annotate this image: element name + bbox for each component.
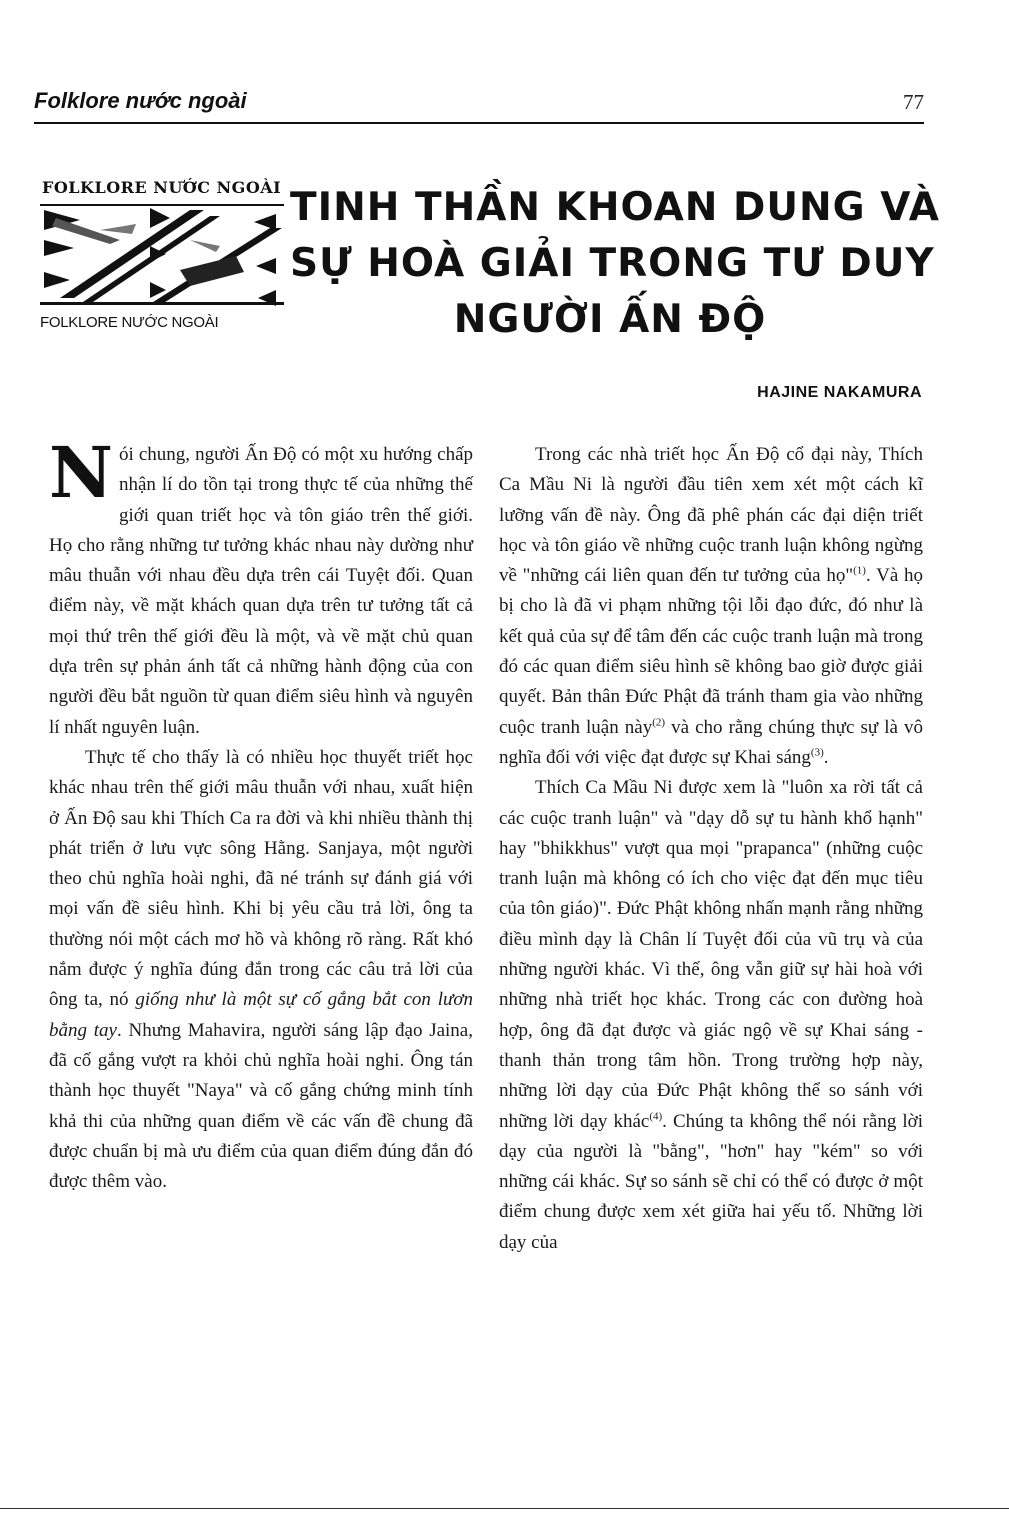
footer-rule <box>0 1508 1009 1509</box>
logo-bottom-text: FOLKLORE NƯỚC NGOÀI <box>40 314 219 331</box>
title-line-2: SỰ HOÀ GIẢI TRONG TƯ DUY <box>290 241 935 286</box>
section-name: Folklore nước ngoài <box>34 88 247 113</box>
footnote-ref-2: (2) <box>652 716 666 729</box>
left-paragraph-2 <box>49 743 473 1197</box>
left-paragraph-1-text: ói chung, người Ấn Độ có một xu hướng chấp nhận lí do tồn tại trong thực tế của những thế giới quan triết học và tôn giáo trên thế giới. Họ cho rằng những tư tưởng khác nhau này dường như mâu thuẫn với nhau đều dựa trên cái Tuyệt đối. Quan điểm này, về mặt khách quan dựa trên tư tưởng tất cả mọi thứ trên thế giới đều là một, và về mặt chủ quan dựa trên sự phản ánh tất cả những hành động của con người đều bắt nguồn từ quan điểm siêu hình và nguyên lí nhất nguyên luận. <box>49 444 473 738</box>
left-paragraph-2-italic: giống như là một sự cố gắng bắt con lươn bằng tay <box>49 989 473 1041</box>
left-paragraph-1 <box>49 431 473 743</box>
footnote-ref-1: (1) <box>853 564 866 577</box>
running-header <box>34 84 924 124</box>
right-paragraph-2-text-a: Thích Ca Mầu Ni được xem là "luôn xa rời tất cả các cuộc tranh luận" và "dạy dỗ sự tu hành khổ hạnh" hay "bhikkhus" vượt qua mọi "prapanca" (những cuộc tranh luận mà không có ích cho việc đạt đến mục tiêu của tôn giáo)". Đức Phật không nhấn mạnh rằng những điều mình dạy là Chân lí Tuyệt đối của vũ trụ và của những người khác. Vì thế, ông vẫn giữ sự hài hoà với những nhà triết học khác. Trong các con đường hoà hợp, ông đã đạt được và giác ngộ về sự Khai sáng - thanh thản trong tâm hồn. Trong trường hợp này, những lời dạy của Đức Phật không thể so sánh với những lời dạy khác <box>499 777 923 1132</box>
left-column <box>49 431 473 1197</box>
right-paragraph-1 <box>499 440 923 773</box>
title-line-3: NGƯỜI ẤN ĐỘ <box>453 297 767 342</box>
right-paragraph-1-text-c: và cho rằng chúng thực sự là vô nghĩa đối với việc đạt được sự Khai sáng <box>499 716 923 768</box>
title-line-1: TINH THẦN KHOAN DUNG VÀ <box>290 185 940 230</box>
right-paragraph-1-text-b: . Và họ bị cho là đã vi phạm những tội lỗi đạo đức, đó như là kết quả của sự để tâm đến các cuộc tranh luận mà trong đó các quan điểm siêu hình sẽ không bao giờ được giải quyết. Bản thân Đức Phật đã tránh tham gia vào những cuộc tranh luận này <box>499 565 924 738</box>
logo-top-text: FOLKLORE NƯỚC NGOÀI <box>42 178 282 197</box>
left-paragraph-2-text-a: Thực tế cho thấy là có nhiều học thuyết triết học khác nhau trên thế giới mâu thuẫn với nhau, xuất hiện ở Ấn Độ sau khi Thích Ca ra đời và khi nhiều thành thị phát triển ở lưu vực sông Hằng. Sanjaya, một người theo chủ nghĩa hoài nghi, đã né tránh sự đánh giá với mọi vấn đề siêu hình. Khi bị yêu cầu trả lời, ông ta thường nói một cách mơ hồ và không rõ ràng. Rất khó nắm được ý nghĩa đúng đắn trong các câu trả lời của ông ta, nó <box>49 746 473 1011</box>
right-column <box>499 440 923 1258</box>
author-name: HAJINE NAKAMURA <box>757 384 922 401</box>
drop-cap: N <box>49 431 113 514</box>
footnote-ref-4: (4) <box>649 1110 663 1123</box>
page-number: 77 <box>903 90 924 114</box>
right-paragraph-1-text-a: Trong các nhà triết học Ấn Độ cổ đại này, Thích Ca Mầu Ni là người đầu tiên xem xét một cách kĩ lưỡng vấn đề này. Ông đã phê phán các đại diện triết học và tôn giáo về những cuộc tranh luận không ngừng về "những cái liên quan đến tư tưởng của họ" <box>499 444 923 587</box>
right-paragraph-2-text-b: . Chúng ta không thể nói rằng lời dạy của người là "bằng", "hơn" hay "kém" so với những cái khác. Sự so sánh sẽ chỉ có thể có được ở một điểm chung được xem xét giữa hai yếu tố. Những lời dạy của <box>499 1110 923 1253</box>
article-title <box>290 180 940 348</box>
column-logo <box>40 178 284 338</box>
logo-ornament-graphic <box>40 200 284 312</box>
footnote-ref-3: (3) <box>810 746 824 759</box>
header-rule <box>34 122 924 124</box>
left-paragraph-2-text-b: . Nhưng Mahavira, người sáng lập đạo Jaina, đã cố gắng vượt ra khỏi chủ nghĩa hoài nghi. Ông tán thành học thuyết "Naya" và cố gắng chứng minh tính khả thi của những quan điểm về các vấn đề chung đã được chuẩn bị mà ưu điểm của quan điểm đúng đắn đó được thêm vào. <box>49 1019 473 1193</box>
right-paragraph-1-text-d: . <box>823 746 829 768</box>
right-paragraph-2 <box>499 773 923 1258</box>
